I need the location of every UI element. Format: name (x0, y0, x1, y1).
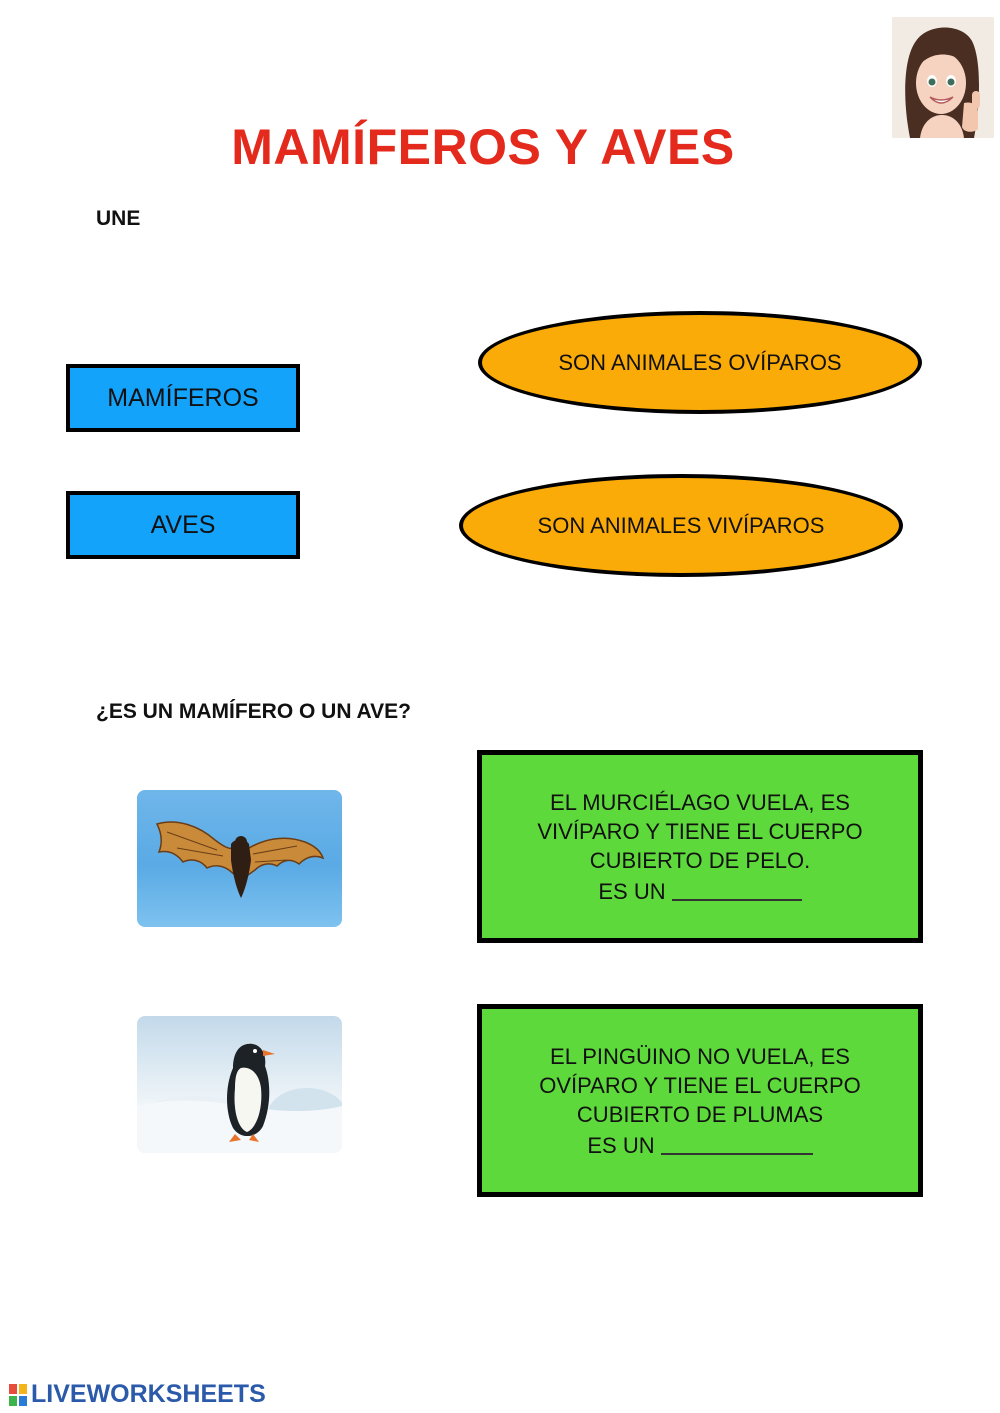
match-oval-oviparos[interactable]: SON ANIMALES OVÍPAROS (478, 311, 922, 414)
card-line: VIVÍPARO Y TIENE EL CUERPO (537, 818, 863, 844)
brand-name[interactable]: LIVEWORKSHEETS (31, 1380, 266, 1408)
card-answer-line (537, 875, 862, 906)
card-line: CUBIERTO DE PELO. (589, 847, 811, 873)
question-card-penguin (477, 1004, 923, 1197)
penguin-illustration (137, 1016, 342, 1153)
card-line: CUBIERTO DE PLUMAS (576, 1101, 824, 1127)
card-answer-line (539, 1129, 861, 1160)
bat-photo (137, 790, 342, 927)
page-title: MAMÍFEROS Y AVES (231, 119, 735, 175)
card-line: OVÍPARO Y TIENE EL CUERPO (539, 1072, 861, 1098)
penguin-photo (137, 1016, 342, 1153)
footer-brand (8, 1380, 266, 1409)
instruction-une: UNE (96, 207, 141, 230)
answer-blank-penguin[interactable] (661, 1131, 813, 1155)
question-card-bat (477, 750, 923, 943)
answer-blank-bat[interactable] (672, 877, 802, 901)
card-prompt: ES UN (587, 1132, 655, 1158)
bat-illustration (137, 790, 342, 927)
match-box-mamiferos[interactable]: MAMÍFEROS (66, 364, 300, 432)
card-line: EL MURCIÉLAGO VUELA, ES (550, 789, 850, 815)
question-heading: ¿ES UN MAMÍFERO O UN AVE? (96, 700, 411, 723)
match-box-aves[interactable]: AVES (66, 491, 300, 559)
card-line: EL PINGÜINO NO VUELA, ES (550, 1043, 850, 1069)
liveworksheets-logo-icon (8, 1383, 28, 1407)
card-prompt: ES UN (598, 878, 666, 904)
match-oval-viviparos[interactable]: SON ANIMALES VIVÍPAROS (459, 474, 903, 577)
